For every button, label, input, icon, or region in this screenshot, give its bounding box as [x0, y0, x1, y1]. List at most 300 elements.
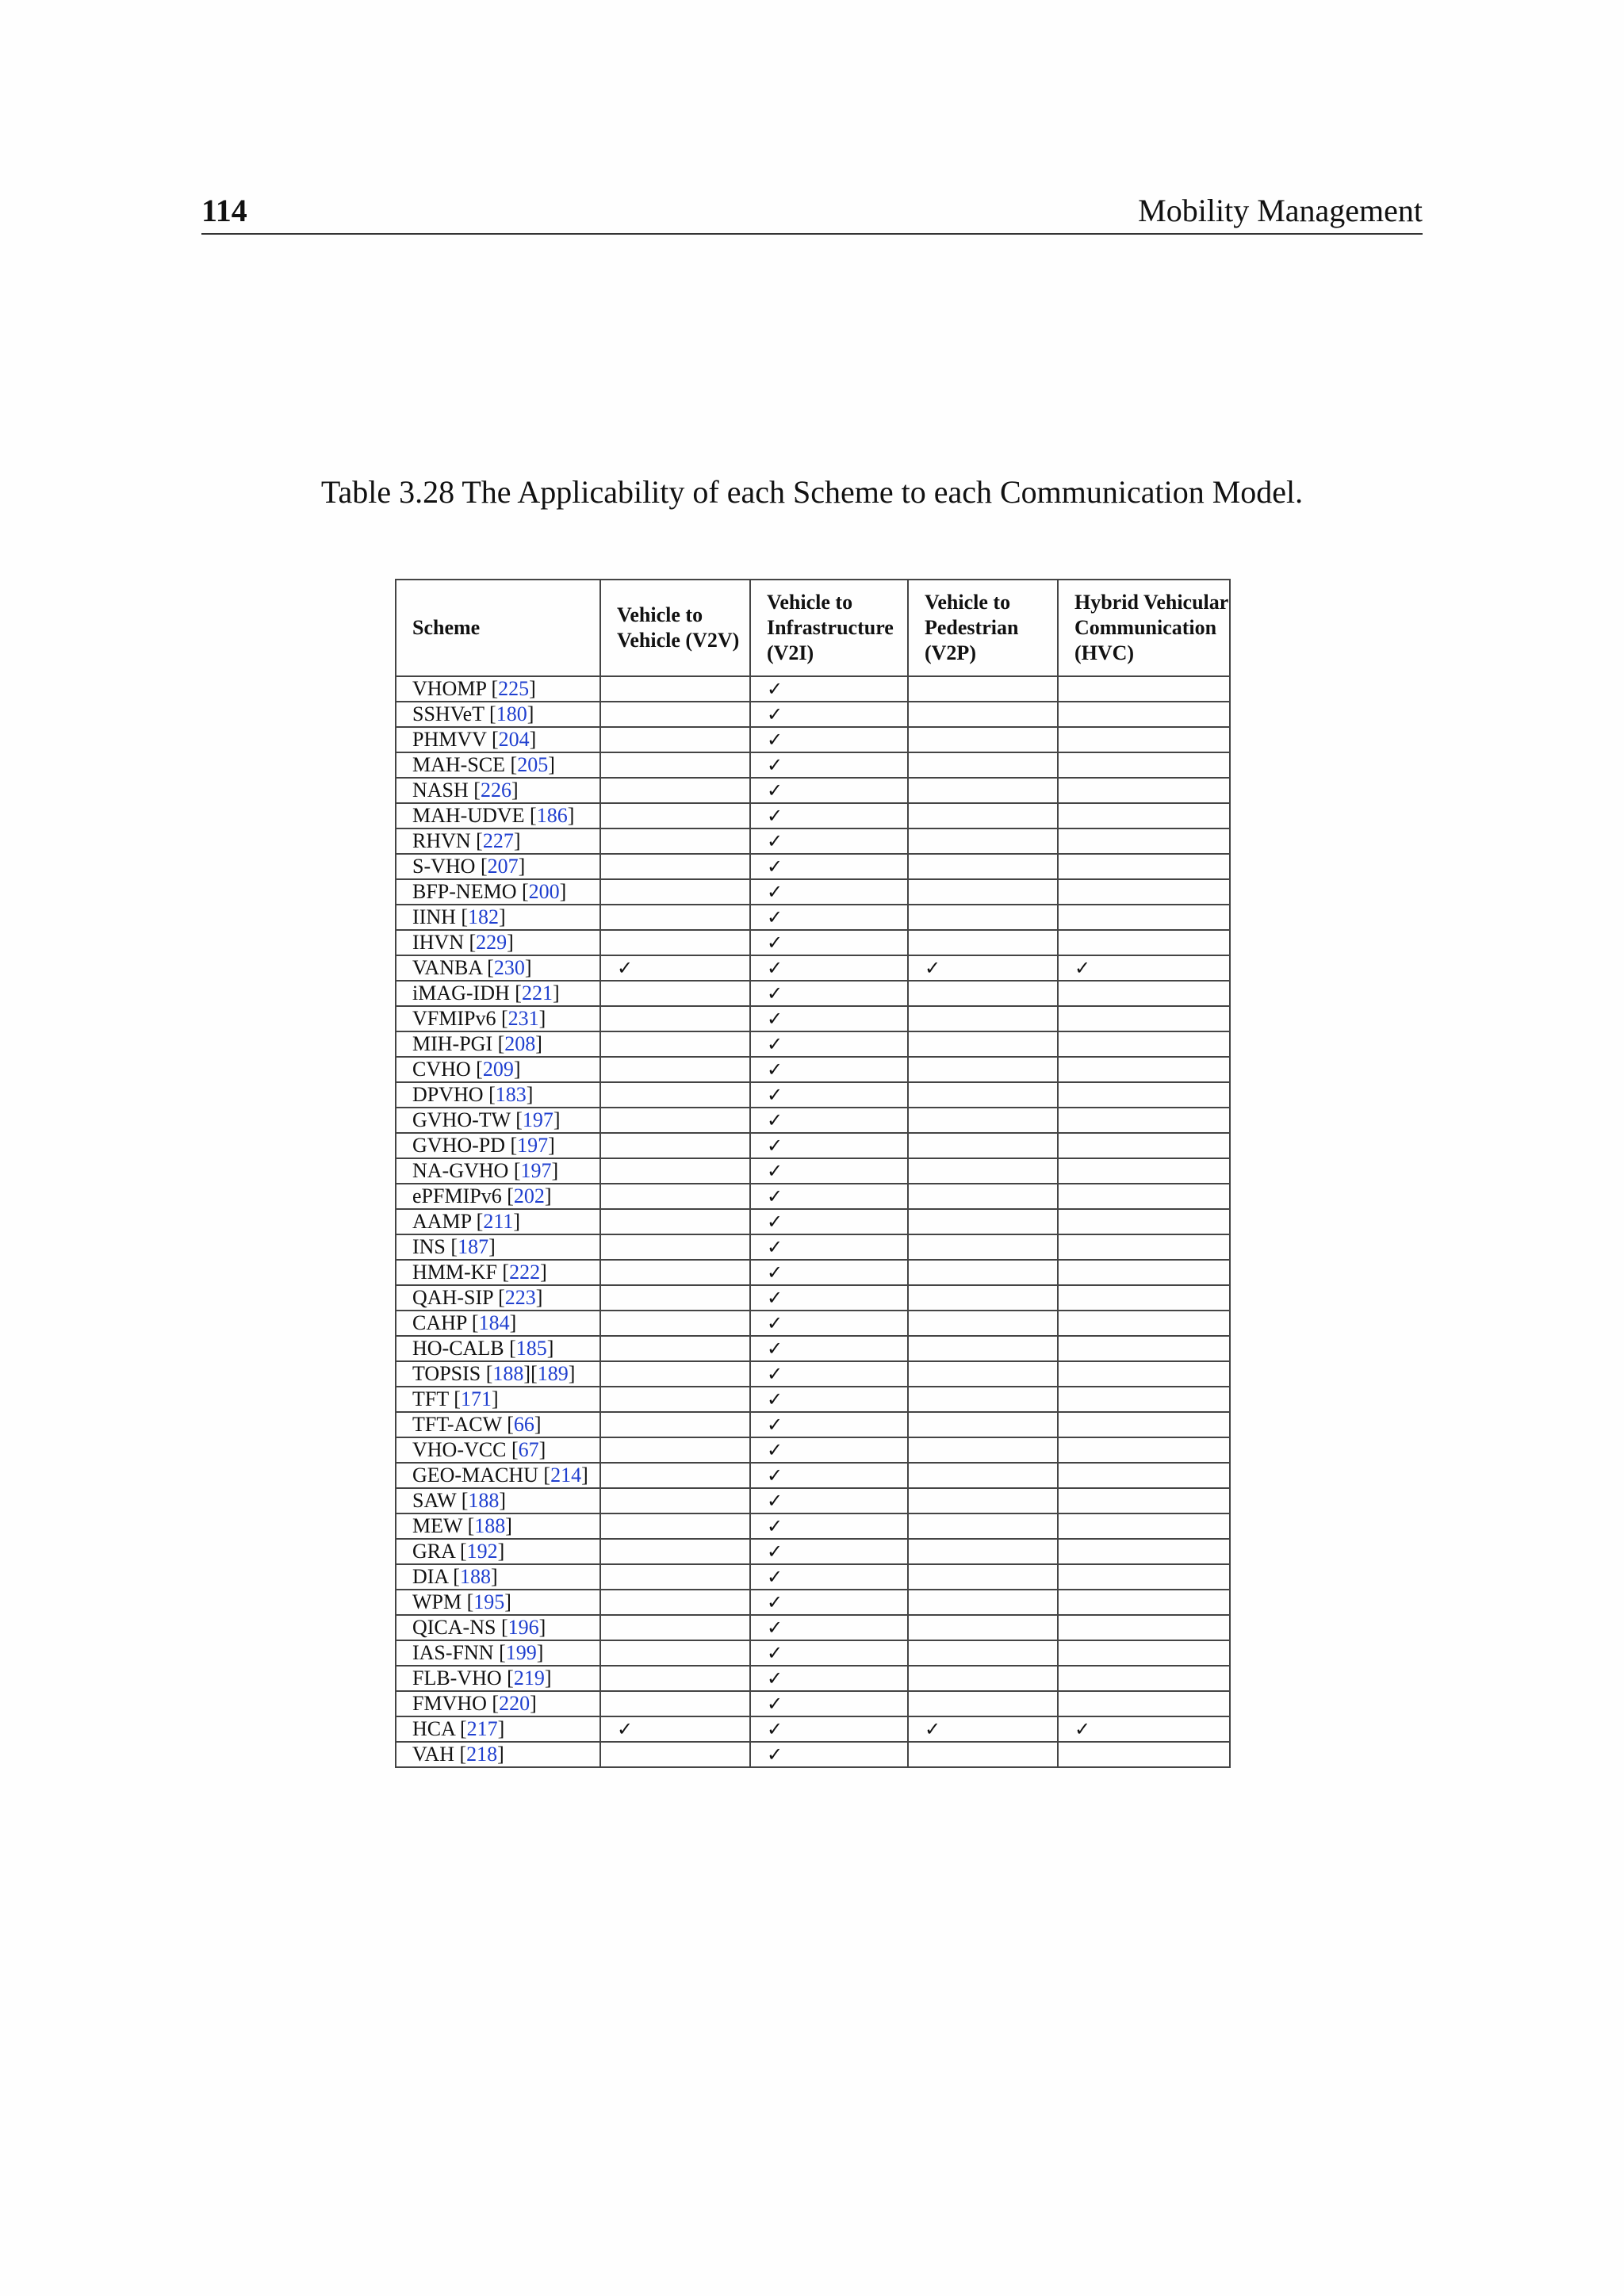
citation-link[interactable]: 199	[505, 1641, 537, 1664]
table-caption: Table 3.28 The Applicability of each Scheme to each Communication Model.	[320, 474, 1304, 510]
table-row	[396, 854, 1230, 879]
cell-hvc	[1058, 1158, 1230, 1184]
table-row	[396, 1311, 1230, 1336]
cell-v2p	[908, 1133, 1058, 1158]
table-row	[396, 1133, 1230, 1158]
cell-v2i: ✓	[750, 676, 908, 702]
cell-v2p	[908, 1463, 1058, 1488]
cell-hvc: ✓	[1058, 955, 1230, 981]
cell-v2v	[600, 1184, 750, 1209]
cell-v2v	[600, 1488, 750, 1513]
scheme-name: WPM	[412, 1590, 462, 1613]
cell-v2p	[908, 1057, 1058, 1082]
cell-v2p	[908, 1260, 1058, 1285]
cell-hvc	[1058, 702, 1230, 727]
scheme-name: MIH-PGI	[412, 1032, 493, 1055]
scheme-name: SSHVeT	[412, 702, 485, 725]
table-row	[396, 1437, 1230, 1463]
cell-v2i: ✓	[750, 1488, 908, 1513]
cell-hvc	[1058, 1640, 1230, 1666]
column-header-hvc: Hybrid Vehicular Communication (HVC)	[1058, 580, 1230, 676]
scheme-name: CVHO	[412, 1058, 471, 1081]
citation-link[interactable]: 222	[509, 1261, 541, 1284]
citation-link[interactable]: 226	[480, 779, 511, 802]
table-row	[396, 1108, 1230, 1133]
scheme-cell: IAS-FNN [199]	[396, 1640, 600, 1666]
scheme-name: VHOMP	[412, 677, 486, 700]
scheme-name: VHO-VCC	[412, 1438, 507, 1461]
table-row	[396, 676, 1230, 702]
cell-v2i: ✓	[750, 702, 908, 727]
cell-v2i: ✓	[750, 1057, 908, 1082]
cell-v2p	[908, 1412, 1058, 1437]
table-row	[396, 930, 1230, 955]
scheme-cell: MIH-PGI [208]	[396, 1031, 600, 1057]
scheme-cell: VHO-VCC [67]	[396, 1437, 600, 1463]
cell-hvc	[1058, 1311, 1230, 1336]
scheme-cell: QICA-NS [196]	[396, 1615, 600, 1640]
table-row	[396, 727, 1230, 752]
cell-v2v	[600, 1234, 750, 1260]
cell-hvc	[1058, 727, 1230, 752]
cell-hvc	[1058, 1260, 1230, 1285]
cell-v2i: ✓	[750, 1260, 908, 1285]
citation-link[interactable]: 217	[466, 1717, 498, 1740]
cell-v2i: ✓	[750, 1361, 908, 1387]
citation-link[interactable]: 189	[537, 1362, 569, 1385]
table-row	[396, 1590, 1230, 1615]
cell-v2v	[600, 1082, 750, 1108]
table-row	[396, 778, 1230, 803]
scheme-name: TOPSIS	[412, 1362, 481, 1385]
cell-v2i: ✓	[750, 1234, 908, 1260]
scheme-cell: GVHO-PD [197]	[396, 1133, 600, 1158]
scheme-name: S-VHO	[412, 855, 476, 878]
cell-v2i: ✓	[750, 1590, 908, 1615]
column-header-v2i: Vehicle to Infrastructure (V2I)	[750, 580, 908, 676]
cell-hvc	[1058, 803, 1230, 828]
citation-link[interactable]: 231	[508, 1007, 539, 1030]
citation-link[interactable]: 66	[513, 1413, 534, 1436]
table-row	[396, 1031, 1230, 1057]
scheme-cell: HMM-KF [222]	[396, 1260, 600, 1285]
table-row	[396, 1336, 1230, 1361]
citation-link[interactable]: 221	[521, 982, 553, 1004]
table-row	[396, 1158, 1230, 1184]
citation-link[interactable]: 196	[508, 1616, 539, 1639]
citation-link[interactable]: 223	[504, 1286, 536, 1309]
cell-hvc	[1058, 1336, 1230, 1361]
cell-v2v	[600, 1463, 750, 1488]
scheme-name: GVHO-TW	[412, 1108, 511, 1131]
cell-v2i: ✓	[750, 1184, 908, 1209]
cell-v2i: ✓	[750, 1691, 908, 1716]
cell-hvc	[1058, 1082, 1230, 1108]
scheme-name: TFT-ACW	[412, 1413, 502, 1436]
cell-hvc	[1058, 676, 1230, 702]
scheme-cell: FLB-VHO [219]	[396, 1666, 600, 1691]
scheme-name: VFMIPv6	[412, 1007, 496, 1030]
citation-link[interactable]: 171	[460, 1387, 492, 1410]
cell-v2v	[600, 828, 750, 854]
cell-hvc	[1058, 1387, 1230, 1412]
citation-link[interactable]: 184	[478, 1311, 510, 1334]
cell-hvc	[1058, 1057, 1230, 1082]
cell-v2v	[600, 1742, 750, 1767]
scheme-name: HMM-KF	[412, 1261, 497, 1284]
cell-v2p	[908, 752, 1058, 778]
table-row	[396, 803, 1230, 828]
cell-v2p	[908, 778, 1058, 803]
cell-v2v	[600, 1260, 750, 1285]
cell-v2p	[908, 1539, 1058, 1564]
cell-hvc	[1058, 1488, 1230, 1513]
cell-v2p	[908, 1108, 1058, 1133]
cell-v2p	[908, 879, 1058, 905]
scheme-cell: MEW [188]	[396, 1513, 600, 1539]
cell-v2v	[600, 702, 750, 727]
cell-hvc: ✓	[1058, 1716, 1230, 1742]
cell-v2p	[908, 803, 1058, 828]
citation-link[interactable]: 195	[473, 1590, 505, 1613]
cell-hvc	[1058, 1133, 1230, 1158]
scheme-cell: AAMP [211]	[396, 1209, 600, 1234]
scheme-name: DPVHO	[412, 1083, 484, 1106]
scheme-cell: GEO-MACHU [214]	[396, 1463, 600, 1488]
citation-link[interactable]: 67	[518, 1438, 539, 1461]
citation-link[interactable]: 185	[515, 1337, 547, 1360]
cell-v2v: ✓	[600, 955, 750, 981]
cell-hvc	[1058, 1691, 1230, 1716]
citation-link[interactable]: 219	[513, 1667, 545, 1689]
table-row	[396, 828, 1230, 854]
cell-hvc	[1058, 1031, 1230, 1057]
scheme-cell: IHVN [229]	[396, 930, 600, 955]
cell-v2i: ✓	[750, 803, 908, 828]
cell-hvc	[1058, 1742, 1230, 1767]
scheme-cell: SSHVeT [180]	[396, 702, 600, 727]
citation-link[interactable]: 192	[466, 1540, 498, 1563]
cell-v2i: ✓	[750, 1209, 908, 1234]
citation-link[interactable]: 205	[517, 753, 549, 776]
cell-v2v	[600, 1590, 750, 1615]
citation-link[interactable]: 225	[498, 677, 530, 700]
scheme-name: VANBA	[412, 956, 482, 979]
citation-link[interactable]: 211	[483, 1210, 514, 1233]
scheme-name: HCA	[412, 1717, 455, 1740]
cell-v2v	[600, 727, 750, 752]
cell-v2i: ✓	[750, 1133, 908, 1158]
table-row	[396, 1082, 1230, 1108]
cell-v2v	[600, 1513, 750, 1539]
citation-link[interactable]: 188	[474, 1514, 506, 1537]
table-row	[396, 1539, 1230, 1564]
cell-v2i: ✓	[750, 981, 908, 1006]
cell-v2p: ✓	[908, 1716, 1058, 1742]
scheme-name: TFT	[412, 1387, 449, 1410]
cell-v2p	[908, 1615, 1058, 1640]
cell-v2i: ✓	[750, 1158, 908, 1184]
scheme-cell: NASH [226]	[396, 778, 600, 803]
cell-v2v	[600, 930, 750, 955]
citation-link[interactable]: 227	[482, 829, 514, 852]
citation-link[interactable]: 204	[498, 728, 530, 751]
cell-v2v	[600, 1006, 750, 1031]
citation-link[interactable]: 197	[520, 1159, 552, 1182]
scheme-cell: VAH [218]	[396, 1742, 600, 1767]
scheme-cell: WPM [195]	[396, 1590, 600, 1615]
table-row	[396, 1513, 1230, 1539]
cell-v2v	[600, 905, 750, 930]
scheme-cell: HO-CALB [185]	[396, 1336, 600, 1361]
cell-v2p	[908, 828, 1058, 854]
cell-hvc	[1058, 1539, 1230, 1564]
table-row	[396, 1057, 1230, 1082]
cell-v2p	[908, 1031, 1058, 1057]
scheme-name: AAMP	[412, 1210, 472, 1233]
cell-hvc	[1058, 1564, 1230, 1590]
cell-v2i: ✓	[750, 1311, 908, 1336]
cell-v2v	[600, 778, 750, 803]
scheme-name: IHVN	[412, 931, 464, 954]
citation-link[interactable]: 218	[466, 1743, 498, 1766]
table-row	[396, 1742, 1230, 1767]
cell-v2i: ✓	[750, 1108, 908, 1133]
running-head: Mobility Management	[1138, 193, 1423, 228]
scheme-cell: VANBA [230]	[396, 955, 600, 981]
table-row	[396, 1285, 1230, 1311]
scheme-name: DIA	[412, 1565, 448, 1588]
citation-link[interactable]: 208	[504, 1032, 536, 1055]
scheme-name: CAHP	[412, 1311, 467, 1334]
cell-v2v	[600, 1539, 750, 1564]
citation-link[interactable]: 200	[528, 880, 560, 903]
table-row	[396, 702, 1230, 727]
scheme-name: FLB-VHO	[412, 1667, 502, 1689]
scheme-name: VAH	[412, 1743, 454, 1766]
cell-v2p	[908, 727, 1058, 752]
scheme-name: FMVHO	[412, 1692, 487, 1715]
scheme-name: PHMVV	[412, 728, 487, 751]
cell-v2p	[908, 1082, 1058, 1108]
citation-link[interactable]: 186	[536, 804, 568, 827]
scheme-name: GRA	[412, 1540, 455, 1563]
scheme-name: HO-CALB	[412, 1337, 504, 1360]
scheme-cell: GVHO-TW [197]	[396, 1108, 600, 1133]
citation-link[interactable]: 214	[550, 1464, 582, 1487]
scheme-cell: HCA [217]	[396, 1716, 600, 1742]
cell-v2i: ✓	[750, 1539, 908, 1564]
cell-v2i: ✓	[750, 1640, 908, 1666]
cell-v2v	[600, 1031, 750, 1057]
table-row	[396, 1691, 1230, 1716]
table-body	[396, 676, 1230, 1767]
scheme-cell: QAH-SIP [223]	[396, 1285, 600, 1311]
cell-v2i: ✓	[750, 1387, 908, 1412]
scheme-cell: PHMVV [204]	[396, 727, 600, 752]
applicability-table	[395, 579, 1231, 1768]
table-row	[396, 1260, 1230, 1285]
scheme-name: IINH	[412, 905, 456, 928]
citation-link[interactable]: 187	[458, 1235, 489, 1258]
table-row	[396, 905, 1230, 930]
cell-v2v	[600, 981, 750, 1006]
cell-v2p	[908, 1006, 1058, 1031]
scheme-name: QAH-SIP	[412, 1286, 493, 1309]
column-header-scheme: Scheme	[396, 580, 600, 676]
cell-v2i: ✓	[750, 1412, 908, 1437]
cell-v2i: ✓	[750, 1615, 908, 1640]
table-row	[396, 752, 1230, 778]
scheme-cell: TFT-ACW [66]	[396, 1412, 600, 1437]
scheme-name: ePFMIPv6	[412, 1184, 502, 1207]
table-row	[396, 1184, 1230, 1209]
scheme-cell: GRA [192]	[396, 1539, 600, 1564]
cell-hvc	[1058, 828, 1230, 854]
citation-link[interactable]: 183	[495, 1083, 527, 1106]
cell-hvc	[1058, 1361, 1230, 1387]
scheme-cell: ePFMIPv6 [202]	[396, 1184, 600, 1209]
cell-hvc	[1058, 1437, 1230, 1463]
table-row	[396, 1234, 1230, 1260]
scheme-name: MAH-UDVE	[412, 804, 525, 827]
cell-v2p	[908, 1590, 1058, 1615]
cell-hvc	[1058, 1615, 1230, 1640]
table-row	[396, 1564, 1230, 1590]
cell-v2v: ✓	[600, 1716, 750, 1742]
cell-hvc	[1058, 1463, 1230, 1488]
scheme-cell: BFP-NEMO [200]	[396, 879, 600, 905]
cell-v2i: ✓	[750, 828, 908, 854]
scheme-name: NASH	[412, 779, 469, 802]
scheme-cell: iMAG-IDH [221]	[396, 981, 600, 1006]
cell-v2i: ✓	[750, 1437, 908, 1463]
citation-link[interactable]: 209	[482, 1058, 514, 1081]
cell-v2i: ✓	[750, 1285, 908, 1311]
scheme-cell: VHOMP [225]	[396, 676, 600, 702]
column-header-v2p: Vehicle to Pedestrian (V2P)	[908, 580, 1058, 676]
scheme-cell: MAH-UDVE [186]	[396, 803, 600, 828]
cell-v2i: ✓	[750, 1082, 908, 1108]
cell-v2p	[908, 1209, 1058, 1234]
cell-v2i: ✓	[750, 1742, 908, 1767]
table-row	[396, 1640, 1230, 1666]
citation-link[interactable]: 220	[499, 1692, 530, 1715]
cell-v2v	[600, 1133, 750, 1158]
scheme-name: INS	[412, 1235, 446, 1258]
cell-hvc	[1058, 1590, 1230, 1615]
citation-link[interactable]: 182	[468, 905, 500, 928]
cell-v2v	[600, 1285, 750, 1311]
table-row	[396, 1412, 1230, 1437]
page-number: 114	[201, 193, 247, 228]
scheme-cell: SAW [188]	[396, 1488, 600, 1513]
citation-link[interactable]: 197	[517, 1134, 549, 1157]
cell-v2i: ✓	[750, 1031, 908, 1057]
cell-v2i: ✓	[750, 1716, 908, 1742]
cell-v2p	[908, 930, 1058, 955]
scheme-cell: INS [187]	[396, 1234, 600, 1260]
citation-link[interactable]: 188	[492, 1362, 524, 1385]
cell-v2p	[908, 981, 1058, 1006]
cell-hvc	[1058, 1184, 1230, 1209]
cell-v2v	[600, 1437, 750, 1463]
scheme-cell: DPVHO [183]	[396, 1082, 600, 1108]
scheme-cell: FMVHO [220]	[396, 1691, 600, 1716]
scheme-name: RHVN	[412, 829, 471, 852]
scheme-name: GVHO-PD	[412, 1134, 505, 1157]
cell-v2p	[908, 1640, 1058, 1666]
table-row	[396, 879, 1230, 905]
scheme-cell: IINH [182]	[396, 905, 600, 930]
scheme-name: MEW	[412, 1514, 463, 1537]
cell-hvc	[1058, 1108, 1230, 1133]
citation-link[interactable]: 230	[493, 956, 525, 979]
cell-v2p	[908, 1564, 1058, 1590]
cell-v2p	[908, 1437, 1058, 1463]
scheme-cell: MAH-SCE [205]	[396, 752, 600, 778]
cell-v2v	[600, 1361, 750, 1387]
cell-v2v	[600, 676, 750, 702]
citation-link[interactable]: 202	[513, 1184, 545, 1207]
cell-v2i: ✓	[750, 778, 908, 803]
citation-link[interactable]: 197	[522, 1108, 553, 1131]
cell-hvc	[1058, 752, 1230, 778]
cell-v2v	[600, 752, 750, 778]
cell-v2i: ✓	[750, 1463, 908, 1488]
cell-v2p	[908, 1361, 1058, 1387]
cell-v2i: ✓	[750, 727, 908, 752]
cell-hvc	[1058, 1666, 1230, 1691]
cell-v2p	[908, 1387, 1058, 1412]
cell-v2v	[600, 1336, 750, 1361]
table-row	[396, 955, 1230, 981]
scheme-name: IAS-FNN	[412, 1641, 494, 1664]
cell-v2p	[908, 1336, 1058, 1361]
cell-v2i: ✓	[750, 854, 908, 879]
cell-v2p	[908, 1488, 1058, 1513]
cell-hvc	[1058, 1234, 1230, 1260]
table-row	[396, 981, 1230, 1006]
cell-hvc	[1058, 1412, 1230, 1437]
citation-link[interactable]: 188	[468, 1489, 500, 1512]
table-row	[396, 1716, 1230, 1742]
cell-v2i: ✓	[750, 955, 908, 981]
scheme-cell: VFMIPv6 [231]	[396, 1006, 600, 1031]
cell-v2v	[600, 1108, 750, 1133]
citation-link[interactable]: 207	[487, 855, 519, 878]
scheme-name: BFP-NEMO	[412, 880, 517, 903]
cell-v2p	[908, 1311, 1058, 1336]
table-row	[396, 1387, 1230, 1412]
scheme-cell: CVHO [209]	[396, 1057, 600, 1082]
cell-v2p	[908, 1184, 1058, 1209]
cell-v2v	[600, 1057, 750, 1082]
cell-v2v	[600, 1387, 750, 1412]
citation-link[interactable]: 229	[476, 931, 508, 954]
citation-link[interactable]: 180	[496, 702, 527, 725]
citation-link[interactable]: 188	[459, 1565, 491, 1588]
scheme-name: iMAG-IDH	[412, 982, 510, 1004]
scheme-cell: NA-GVHO [197]	[396, 1158, 600, 1184]
cell-hvc	[1058, 905, 1230, 930]
cell-v2v	[600, 879, 750, 905]
cell-v2v	[600, 1666, 750, 1691]
cell-v2i: ✓	[750, 1666, 908, 1691]
cell-v2p	[908, 702, 1058, 727]
table-row	[396, 1488, 1230, 1513]
cell-v2p	[908, 1691, 1058, 1716]
